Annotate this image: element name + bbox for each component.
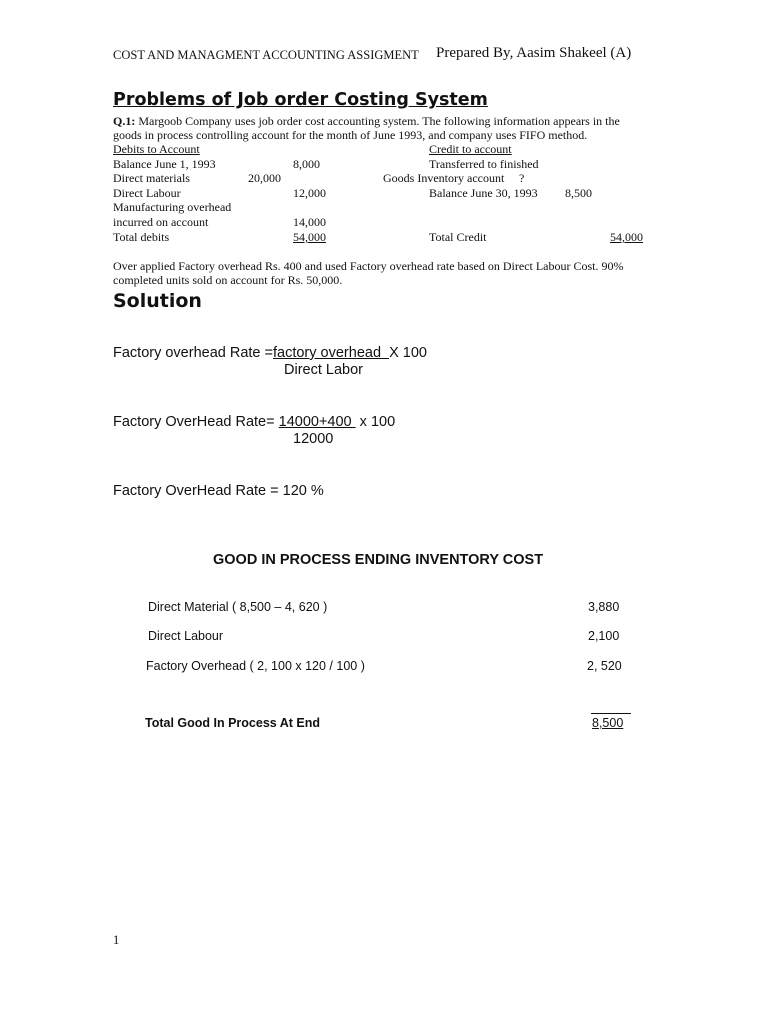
formula-2-lhs: Factory OverHead Rate= xyxy=(113,414,275,430)
rate-result: Factory OverHead Rate = 120 % xyxy=(113,483,324,499)
question-text-1: Margoob Company uses job order cost accounting system. The following information appears in the xyxy=(138,114,620,128)
debit-amount: 12,000 xyxy=(293,186,326,200)
inventory-row-label: Direct Labour xyxy=(148,629,224,643)
formula-2-denominator: 12000 xyxy=(293,431,334,447)
formula-1 xyxy=(113,345,427,361)
page-title: Problems of Job order Costing System xyxy=(113,90,488,110)
inventory-row-label: Factory Overhead ( 2, 100 x 120 / 100 ) xyxy=(146,659,365,673)
credit-label: Goods Inventory account xyxy=(383,171,505,185)
inventory-total-label: Total Good In Process At End xyxy=(145,716,321,730)
header-course-title: COST AND MANAGMENT ACCOUNTING ASSIGMENT xyxy=(113,48,419,62)
credit-amount: 8,500 xyxy=(565,186,592,200)
formula-1-lhs: Factory overhead Rate = xyxy=(113,345,273,361)
total-debits-amount: 54,000 xyxy=(293,230,326,244)
debit-label: Direct Labour xyxy=(113,186,181,200)
total-rule xyxy=(591,713,631,714)
formula-2-multiplier: x 100 xyxy=(355,414,396,430)
inventory-total-amount: 8,500 xyxy=(592,716,624,730)
question-line-1 xyxy=(113,114,620,128)
debit-amount: 20,000 xyxy=(248,171,281,185)
formula-1-numerator: factory overhead xyxy=(273,345,390,361)
inventory-row-amount: 2, 520 xyxy=(587,659,622,673)
debit-amount: 14,000 xyxy=(293,215,326,229)
note-line-1: Over applied Factory overhead Rs. 400 and used Factory overhead rate based on Direct Labour Cost. 90% xyxy=(113,259,624,273)
formula-2-numerator: 14000+400 xyxy=(278,414,356,430)
solution-heading: Solution xyxy=(113,290,202,312)
formula-1-multiplier: X 100 xyxy=(389,345,427,361)
debits-header: Debits to Account xyxy=(113,142,200,156)
credits-header: Credit to account xyxy=(429,142,512,156)
debit-amount: 8,000 xyxy=(293,157,320,171)
header-author: Prepared By, Aasim Shakeel (A) xyxy=(436,45,632,61)
debit-label: incurred on account xyxy=(113,215,209,229)
total-credit-amount: 54,000 xyxy=(610,230,643,244)
debit-label: Direct materials xyxy=(113,171,190,185)
inventory-row-label: Direct Material ( 8,500 – 4, 620 ) xyxy=(148,600,328,614)
page-number: 1 xyxy=(113,933,120,947)
credit-label: Transferred to finished xyxy=(429,157,539,171)
inventory-row-amount: 2,100 xyxy=(588,629,620,643)
total-debits-label: Total debits xyxy=(113,230,170,244)
credit-label: Balance June 30, 1993 xyxy=(429,186,538,200)
inventory-heading: GOOD IN PROCESS ENDING INVENTORY COST xyxy=(213,552,544,568)
formula-1-denominator: Direct Labor xyxy=(284,362,363,378)
question-line-2: goods in process controlling account for the month of June 1993, and company uses FIFO method. xyxy=(113,128,588,142)
question-label: Q.1: xyxy=(113,114,136,128)
credit-amount: ? xyxy=(519,171,525,185)
formula-2 xyxy=(113,414,395,430)
note-line-2: completed units sold on account for Rs. 50,000. xyxy=(113,273,343,287)
inventory-row-amount: 3,880 xyxy=(588,600,620,614)
debit-label: Balance June 1, 1993 xyxy=(113,157,216,171)
debit-label: Manufacturing overhead xyxy=(113,200,232,214)
total-credit-label: Total Credit xyxy=(429,230,487,244)
